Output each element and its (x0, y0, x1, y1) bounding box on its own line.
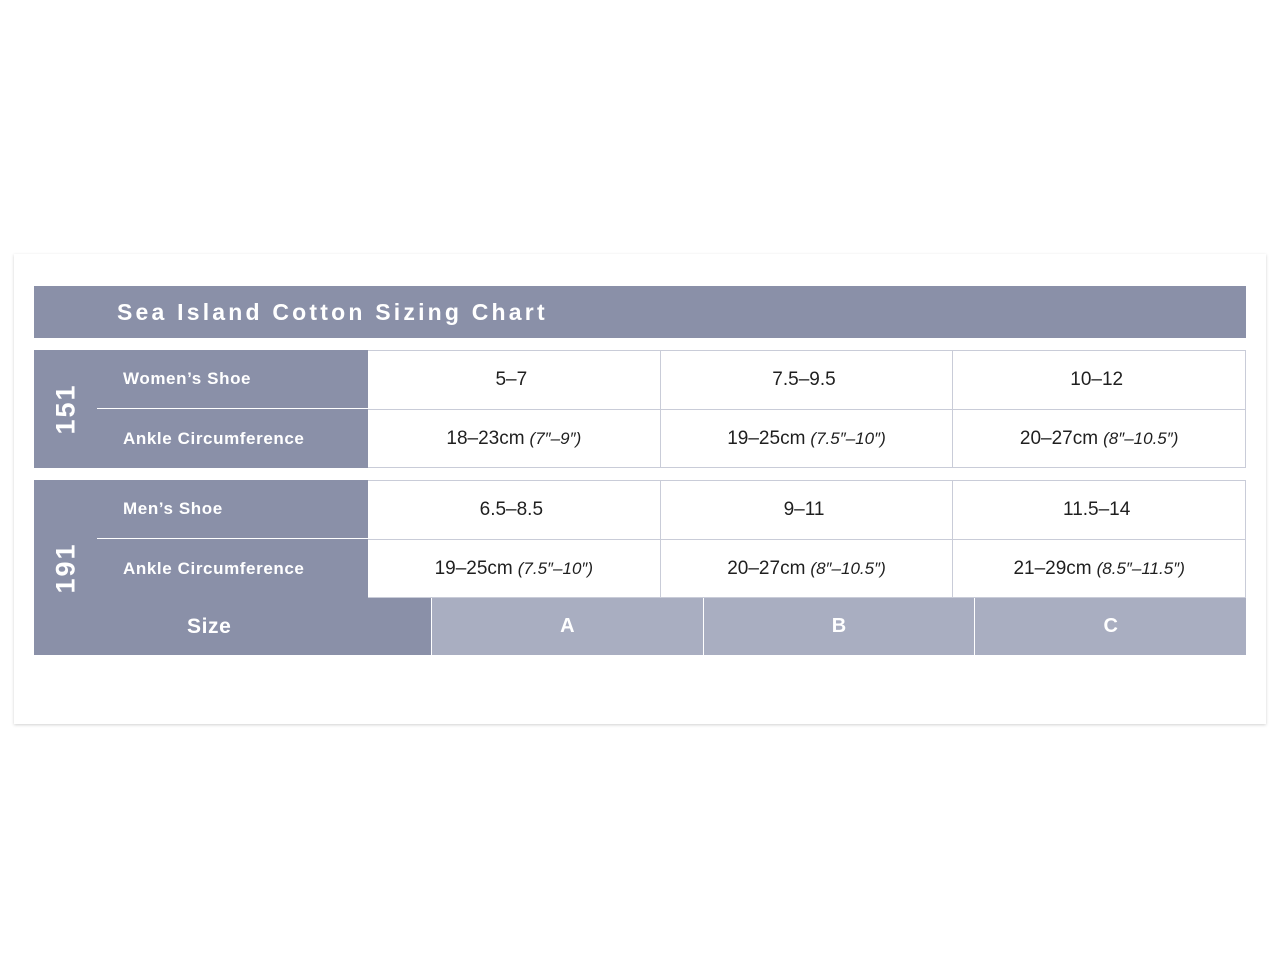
row-header-label: Ankle Circumference (97, 539, 368, 598)
size-cell-b: B (703, 598, 975, 655)
cell-value: 21–29cm (1013, 557, 1092, 579)
size-cell-a: A (431, 598, 703, 655)
table-row (97, 409, 1246, 468)
table-cell (661, 480, 954, 539)
cell-imperial: (8″–10.5″) (810, 558, 886, 578)
cell-imperial: (8.5″–11.5″) (1096, 558, 1185, 578)
size-label: Size (97, 598, 431, 655)
table-cell (368, 480, 661, 539)
table-cell (661, 409, 954, 468)
table-row (97, 480, 1246, 539)
size-block-191 (34, 480, 1246, 655)
side-label-191 (34, 480, 97, 655)
cell-imperial: (8″–10.5″) (1103, 428, 1179, 448)
cell-value: 18–23cm (446, 427, 525, 449)
chart-title-bar (34, 286, 1246, 338)
sizing-chart (34, 286, 1246, 655)
page-title: Sea Island Cotton Sizing Chart (117, 298, 548, 325)
size-footer-row (97, 598, 1246, 655)
side-label-text: 151 (50, 383, 80, 435)
cell-value: 5–7 (495, 369, 528, 390)
row-header-label: Men’s Shoe (97, 480, 368, 539)
block-rows (97, 480, 1246, 655)
table-cell (953, 480, 1246, 539)
table-cell (368, 539, 661, 598)
side-label-text: 191 (50, 541, 80, 594)
cell-value: 19–25cm (434, 557, 513, 579)
table-cell (953, 409, 1246, 468)
table-cell (368, 409, 661, 468)
table-row (97, 539, 1246, 598)
cell-value: 9–11 (783, 499, 825, 520)
size-block-151 (34, 350, 1246, 468)
sizing-chart-card (14, 254, 1266, 724)
cell-imperial: (7.5″–10″) (517, 558, 594, 578)
cell-value: 11.5–14 (1063, 499, 1131, 520)
table-cell (368, 350, 661, 409)
row-header-label: Women’s Shoe (97, 350, 368, 409)
size-cell-c: C (974, 598, 1246, 655)
cell-imperial: (7″–9″) (529, 428, 582, 448)
table-row (97, 350, 1246, 409)
side-label-151 (34, 350, 97, 468)
cell-value: 6.5–8.5 (479, 499, 544, 520)
cell-value: 10–12 (1070, 369, 1124, 390)
block-rows (97, 350, 1246, 468)
cell-imperial: (7.5″–10″) (810, 428, 886, 448)
table-cell (953, 350, 1246, 409)
cell-value: 20–27cm (1019, 427, 1099, 449)
cell-value: 7.5–9.5 (772, 369, 836, 390)
table-cell (661, 539, 954, 598)
cell-value: 19–25cm (727, 427, 806, 449)
table-cell (953, 539, 1246, 598)
cell-value: 20–27cm (727, 557, 806, 579)
table-cell (661, 350, 954, 409)
row-header-label: Ankle Circumference (97, 409, 368, 468)
